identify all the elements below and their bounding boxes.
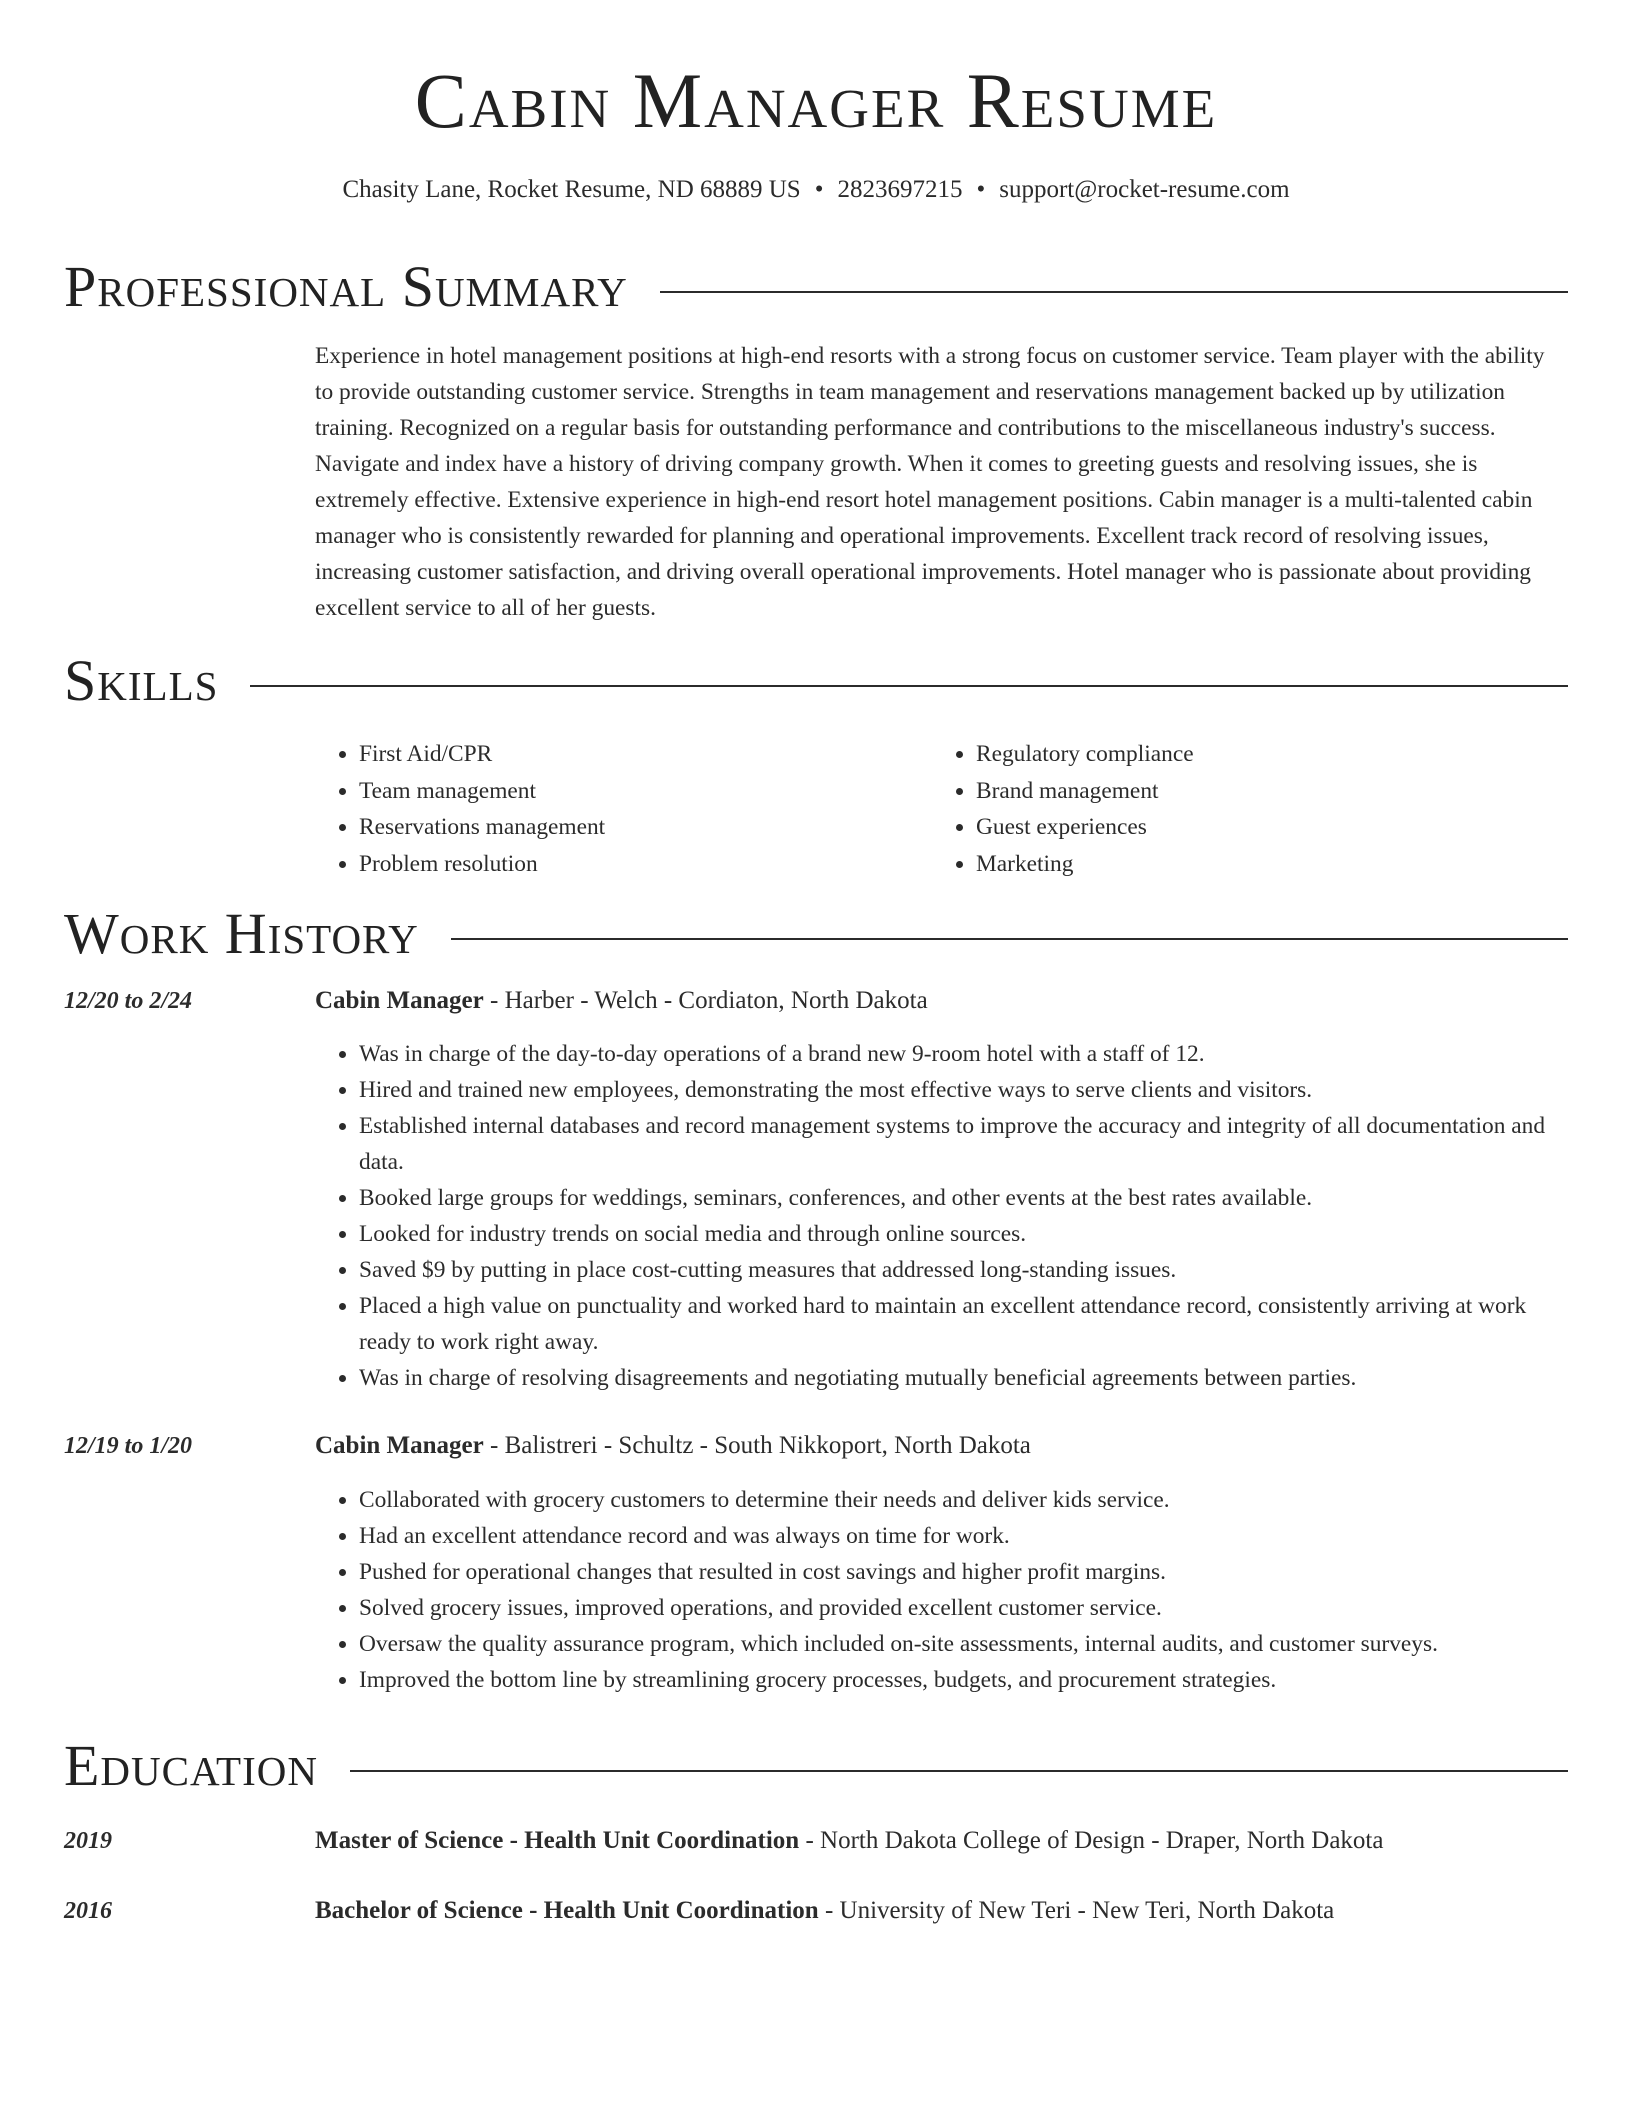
summary-heading: Professional Summary	[64, 254, 628, 319]
summary-text: Experience in hotel management positions at high-end resorts with a strong focus on customer service. Team player with the ability to provide outstanding customer service. Strengths in team management and reservations management backed up by utilization training. Recognized on a regular basis for outstanding performance and contributions to the miscellaneous industry's success. Navigate and index have a history of driving company growth. When it comes to greeting guests and resolving issues, she is extremely effective. Extensive experience in high-end resort hotel management positions. Cabin manager is a multi-talented cabin manager who is consistently rewarded for planning and operational improvements. Excellent track record of resolving issues, increasing customer satisfaction, and driving overall operational improvements. Hotel manager who is passionate about providing excellent service to all of her guests.	[315, 343, 1545, 621]
job-bullet: • Was in charge of resolving disagreements and negotiating mutually beneficial agreements between parties.	[359, 1360, 1568, 1396]
section-divider	[250, 685, 1568, 687]
education-line	[315, 1823, 1383, 1859]
job-title: Cabin Manager	[315, 1432, 484, 1459]
education-school: - University of New Teri - New Teri, North Dakota	[818, 1897, 1335, 1924]
job-bullet: • Booked large groups for weddings, seminars, conferences, and other events at the best rates available.	[359, 1180, 1568, 1216]
work-section-header	[64, 901, 1568, 966]
summary-section-header	[64, 254, 1568, 319]
skills-section-header	[64, 648, 1568, 713]
contact-address: Chasity Lane, Rocket Resume, ND 68889 US	[342, 176, 801, 203]
job-bullet: • Improved the bottom line by streamlining grocery processes, budgets, and procurement strategies.	[359, 1662, 1568, 1698]
education-year: 2016	[64, 1898, 112, 1924]
section-divider	[451, 938, 1568, 940]
skill-item: • Marketing	[976, 846, 1549, 883]
skills-column-right	[932, 736, 1549, 882]
job-bullets	[315, 1036, 1568, 1396]
section-divider	[350, 1770, 1568, 1772]
education-degree: Bachelor of Science - Health Unit Coordination	[315, 1897, 819, 1924]
job-bullet: • Collaborated with grocery customers to determine their needs and deliver kids service.	[359, 1482, 1568, 1518]
job-bullet: • Solved grocery issues, improved operations, and provided excellent customer service.	[359, 1590, 1568, 1626]
contact-phone: 2823697215	[837, 176, 963, 203]
skill-item: • Reservations management	[359, 809, 932, 846]
skills-list	[315, 736, 1568, 882]
education-section-header	[64, 1733, 1568, 1798]
skills-column-left	[315, 736, 932, 882]
skill-item: • Guest experiences	[976, 809, 1549, 846]
job-date: 12/19 to 1/20	[64, 1433, 193, 1459]
job-title-line	[315, 1428, 1031, 1464]
job-employer: - Balistreri - Schultz - South Nikkoport, North Dakota	[483, 1432, 1031, 1459]
job-bullet: • Established internal databases and record management systems to improve the accuracy and integrity of all documentation and data.	[359, 1108, 1568, 1180]
skill-item: • First Aid/CPR	[359, 736, 932, 773]
job-bullet: • Placed a high value on punctuality and worked hard to maintain an excellent attendance record, consistently arriving at work ready to work right away.	[359, 1288, 1568, 1360]
job-date: 12/20 to 2/24	[64, 988, 193, 1014]
education-year: 2019	[64, 1828, 112, 1854]
job-bullet: • Hired and trained new employees, demonstrating the most effective ways to serve clients and visitors.	[359, 1072, 1568, 1108]
work-heading: Work History	[64, 901, 419, 966]
contact-line	[0, 176, 1632, 204]
education-entry	[64, 1893, 1568, 1933]
section-divider	[660, 291, 1568, 293]
education-line	[315, 1893, 1334, 1929]
job-bullet: • Had an excellent attendance record and was always on time for work.	[359, 1518, 1568, 1554]
education-school: - North Dakota College of Design - Draper, North Dakota	[799, 1827, 1384, 1854]
job-bullet: • Oversaw the quality assurance program, which included on-site assessments, internal audits, and customer surveys.	[359, 1626, 1568, 1662]
contact-email[interactable]: support@rocket-resume.com	[999, 176, 1290, 203]
resume-title: Cabin Manager Resume	[414, 57, 1218, 144]
job-employer: - Harber - Welch - Cordiaton, North Dakota	[483, 987, 928, 1014]
contact-separator: •	[976, 176, 986, 203]
skill-item: • Problem resolution	[359, 846, 932, 883]
job-bullet: • Saved $9 by putting in place cost-cutting measures that addressed long-standing issues.	[359, 1252, 1568, 1288]
skills-heading: Skills	[64, 648, 219, 713]
skill-item: • Brand management	[976, 773, 1549, 810]
job-title: Cabin Manager	[315, 987, 484, 1014]
job-bullet: • Was in charge of the day-to-day operations of a brand new 9-room hotel with a staff of 12.	[359, 1036, 1568, 1072]
education-entry	[64, 1823, 1568, 1863]
skill-item: • Team management	[359, 773, 932, 810]
job-bullet: • Looked for industry trends on social media and through online sources.	[359, 1216, 1568, 1252]
education-degree: Master of Science - Health Unit Coordination	[315, 1827, 800, 1854]
education-heading: Education	[64, 1733, 318, 1798]
job-title-line	[315, 983, 928, 1019]
skill-item: • Regulatory compliance	[976, 736, 1549, 773]
job-bullets	[315, 1482, 1568, 1698]
job-bullet: • Pushed for operational changes that resulted in cost savings and higher profit margins.	[359, 1554, 1568, 1590]
contact-separator: •	[814, 176, 824, 203]
